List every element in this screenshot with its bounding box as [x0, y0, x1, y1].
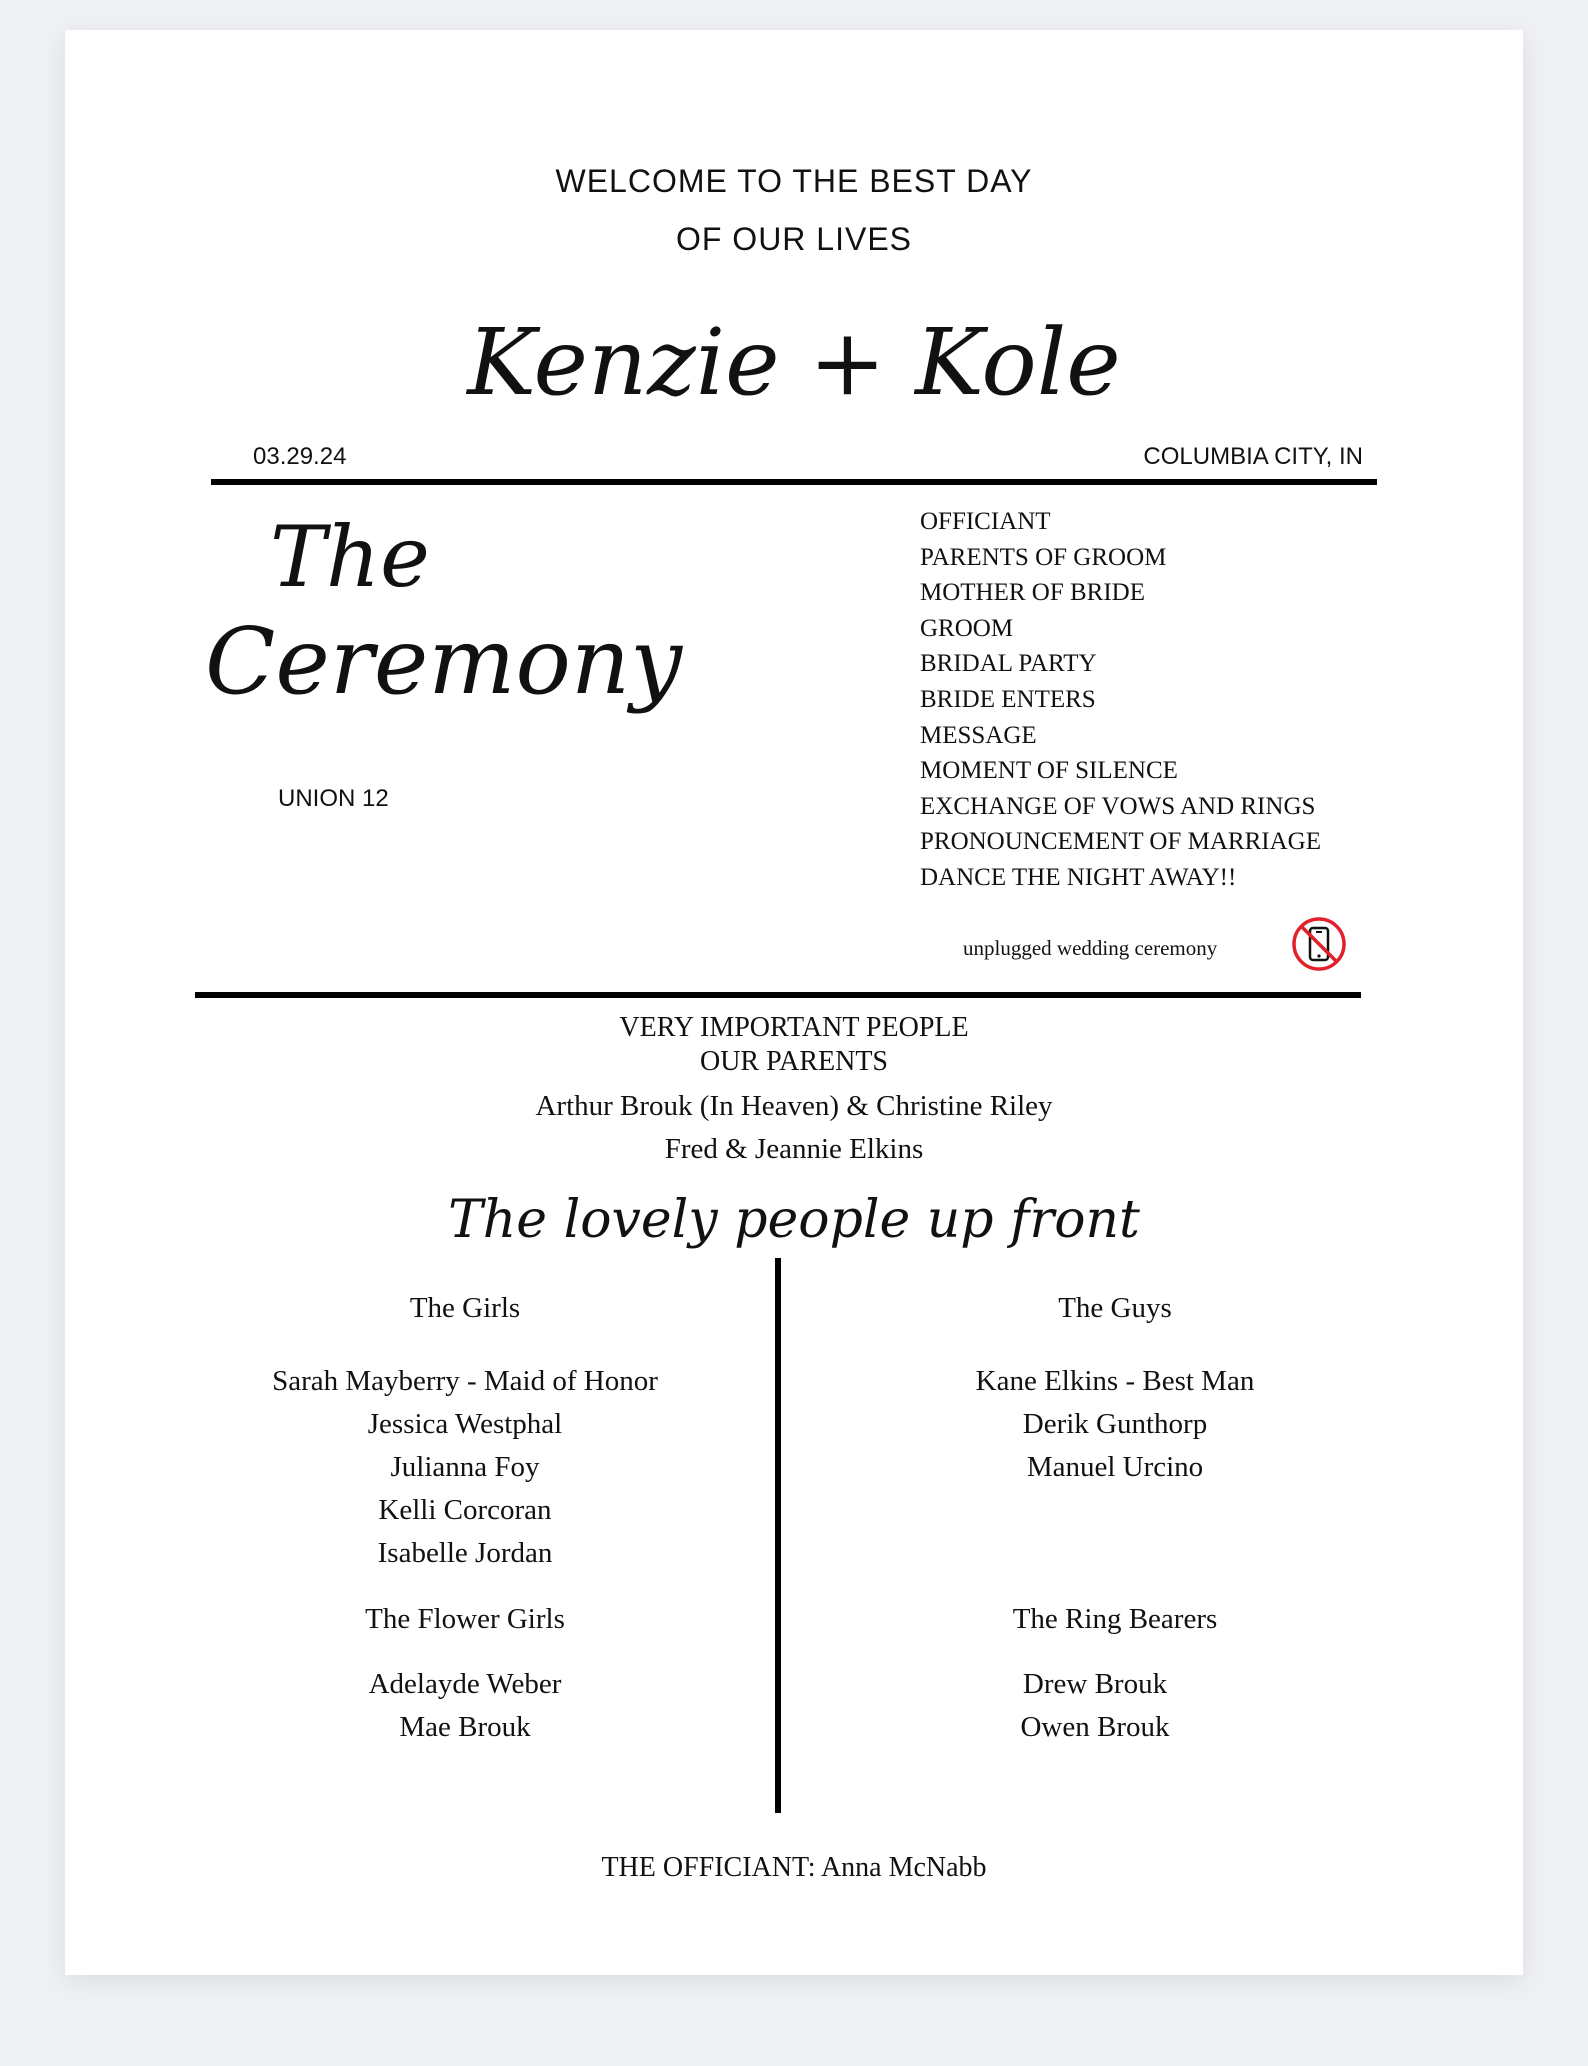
order-item: DANCE THE NIGHT AWAY!!: [920, 863, 1237, 891]
list-item: Kelli Corcoran: [378, 1494, 552, 1526]
parents-line-1: Arthur Brouk (In Heaven) & Christine Riley: [535, 1090, 1053, 1122]
list-item: Drew Brouk: [1022, 1668, 1168, 1700]
parents-line-2: Fred & Jeannie Elkins: [664, 1133, 924, 1165]
list-item: Isabelle Jordan: [377, 1537, 553, 1569]
list-item: Kane Elkins - Best Man: [975, 1365, 1255, 1397]
girls-list: [165, 1360, 765, 1575]
order-item: MOTHER OF BRIDE: [920, 579, 1146, 607]
list-item: Julianna Foy: [390, 1451, 540, 1483]
guys-list: [805, 1360, 1425, 1489]
no-phone-icon: [1290, 915, 1348, 973]
order-item: PRONOUNCEMENT OF MARRIAGE: [920, 828, 1321, 856]
divider-middle: [195, 992, 1361, 998]
list-item: Sarah Mayberry - Maid of Honor: [272, 1365, 658, 1397]
ring-bearers-list: [785, 1663, 1405, 1749]
welcome-heading: [65, 152, 1523, 268]
ceremony-venue: UNION 12: [278, 785, 389, 812]
order-item: BRIDE ENTERS: [920, 685, 1096, 713]
divider-top: [211, 479, 1377, 485]
flower-girls-list: [165, 1663, 765, 1749]
list-item: Jessica Westphal: [367, 1408, 563, 1440]
order-item: GROOM: [920, 614, 1014, 642]
officiant-line: THE OFFICIANT: Anna McNabb: [601, 1852, 987, 1883]
order-item: BRIDAL PARTY: [920, 650, 1097, 678]
ceremony-title-line-1: The: [270, 508, 430, 606]
ring-bearers-heading: The Ring Bearers: [1012, 1603, 1218, 1635]
list-item: Manuel Urcino: [1026, 1451, 1204, 1483]
order-item: EXCHANGE OF VOWS AND RINGS: [920, 792, 1316, 820]
list-item: Mae Brouk: [399, 1711, 531, 1743]
order-item: MESSAGE: [920, 721, 1037, 749]
vip-heading-line-2: OUR PARENTS: [699, 1046, 888, 1077]
wedding-location: COLUMBIA CITY, IN: [1143, 443, 1363, 470]
program-page: [65, 30, 1523, 1975]
wedding-party-heading: The lovely people up front: [448, 1190, 1140, 1250]
vip-heading-line-1: VERY IMPORTANT PEOPLE: [619, 1012, 969, 1043]
ceremony-title-line-2: Ceremony: [205, 608, 683, 715]
order-item: PARENTS OF GROOM: [920, 543, 1167, 571]
welcome-line-1: WELCOME TO THE BEST DAY: [555, 163, 1033, 199]
girls-heading: The Girls: [409, 1292, 521, 1324]
column-divider: [775, 1258, 781, 1813]
list-item: Owen Brouk: [1020, 1711, 1170, 1743]
welcome-line-2: OF OUR LIVES: [675, 221, 913, 257]
flower-girls-heading: The Flower Girls: [365, 1603, 565, 1635]
unplugged-note: unplugged wedding ceremony: [963, 936, 1218, 960]
vip-heading: [65, 1011, 1523, 1079]
order-item: OFFICIANT: [920, 508, 1051, 535]
order-item: MOMENT OF SILENCE: [920, 757, 1178, 785]
guys-heading: The Guys: [1058, 1292, 1172, 1324]
couple-names: Kenzie + Kole: [467, 309, 1121, 416]
list-item: Derik Gunthorp: [1022, 1408, 1208, 1440]
order-of-ceremony: [920, 504, 1321, 896]
wedding-date: 03.29.24: [253, 443, 347, 470]
list-item: Adelayde Weber: [368, 1668, 562, 1700]
